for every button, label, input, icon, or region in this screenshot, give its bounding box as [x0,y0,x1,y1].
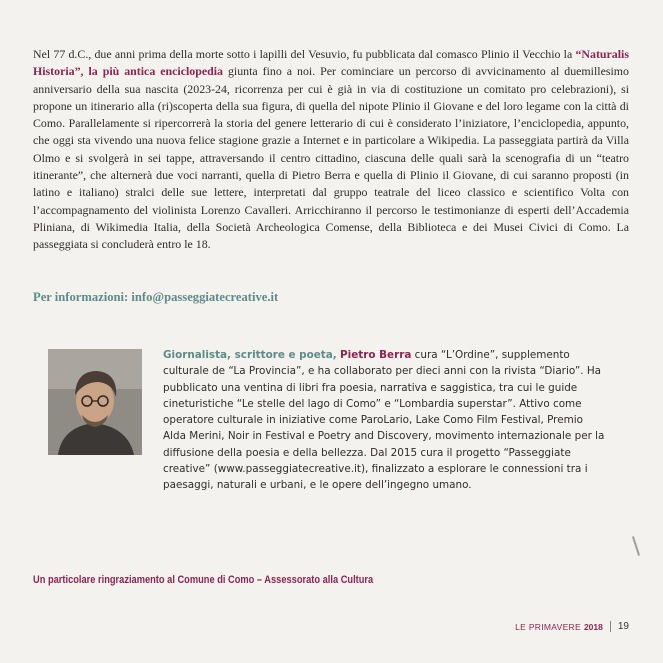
pen-mark [632,536,640,556]
page-footer [515,621,629,632]
author-bio [163,347,609,494]
bio-name: Pietro Berra [340,349,412,361]
footer-divider [610,621,611,632]
contact-info: Per informazioni: info@passeggiatecreative.it [33,290,279,304]
intro-text-rest: giunta fino a noi. Per cominciare un percorso di avvicinamento al duemillesimo anniversario della sua nascita (2023-24, ricorrenza per cui è già in via di costituzione un comitato pro celebrazioni), si propone un itinerario alla (ri)scoperta della sua figura, di quella del nipote Plinio il Giovane e del loro legame con la città di Como. Parallelamente si ripercorrerà la storia del genere letterario di cui è considerato l’iniziatore, l’enciclopedia, appunto, che oggi sta vivendo una nuova felice stagione grazie a Internet e in particolare a Wikipedia. La passeggiata partirà da Villa Olmo e si svolgerà in sei tappe, attraversando il centro cittadino, ciascuna delle quali sarà la scenografia di un “teatro itinerante”, che alternerà due voci narranti, quella di Pietro Berra e quella di Plinio il Giovane, di cui saranno proposti (in latino e italiano) stralci delle sue lettere, interpretati dal gruppo teatrale del liceo classico e scientifico Volta con l’accompagnamento del violinista Lorenzo Cavalleri. Arricchiranno il percorso le testimonianze di esperti dell’Accademia Pliniana, di Wikimedia Italia, della Società Archeologica Comense, della Biblioteca e dei Musei Civici di Como. La passeggiata si concluderà entro le 18. [33,64,629,252]
portrait-illustration [48,349,142,455]
intro-paragraph [33,46,629,254]
magazine-year: 2018 [583,621,603,632]
bio-role: Giornalista, scrittore e poeta, [163,349,337,361]
acknowledgment: Un particolare ringraziamento al Comune di Como – Assessorato alla Cultura [33,574,374,586]
author-photo [48,349,142,455]
magazine-name: LE PRIMAVERE [515,621,581,632]
intro-text-start: Nel 77 d.C., due anni prima della morte sotto i lapilli del Vesuvio, fu pubblicata dal comasco Plinio il Vecchio la [33,47,576,61]
page-number: 19 [617,621,629,632]
intro-highlight: “Naturalis Historia”, la più antica enciclopedia [33,47,629,79]
bio-text: cura “L’Ordine”, supplemento culturale de “La Provincia”, e ha collaborato per dieci anni con la rivista “Diario”. Ha pubblicato una ventina di libri fra poesia, narrativa e saggistica, tra cui le guide cineturistiche “Le stelle del lago di Como” e “Lombardia superstar”. Attivo come operatore culturale in iniziative come ParoLario, Lake Como Film Festival, Premio Alda Merini, Noir in Festival e Poetry and Discovery, movimento internazionale per la diffusione della poesia e della bellezza. Dal 2015 cura il progetto “Passeggiate creative” (www.passeggiatecreative.it), finalizzato a esplorare le connessioni tra i paesaggi, naturali e urbani, e le opere dell’ingegno umano. [163,349,605,492]
